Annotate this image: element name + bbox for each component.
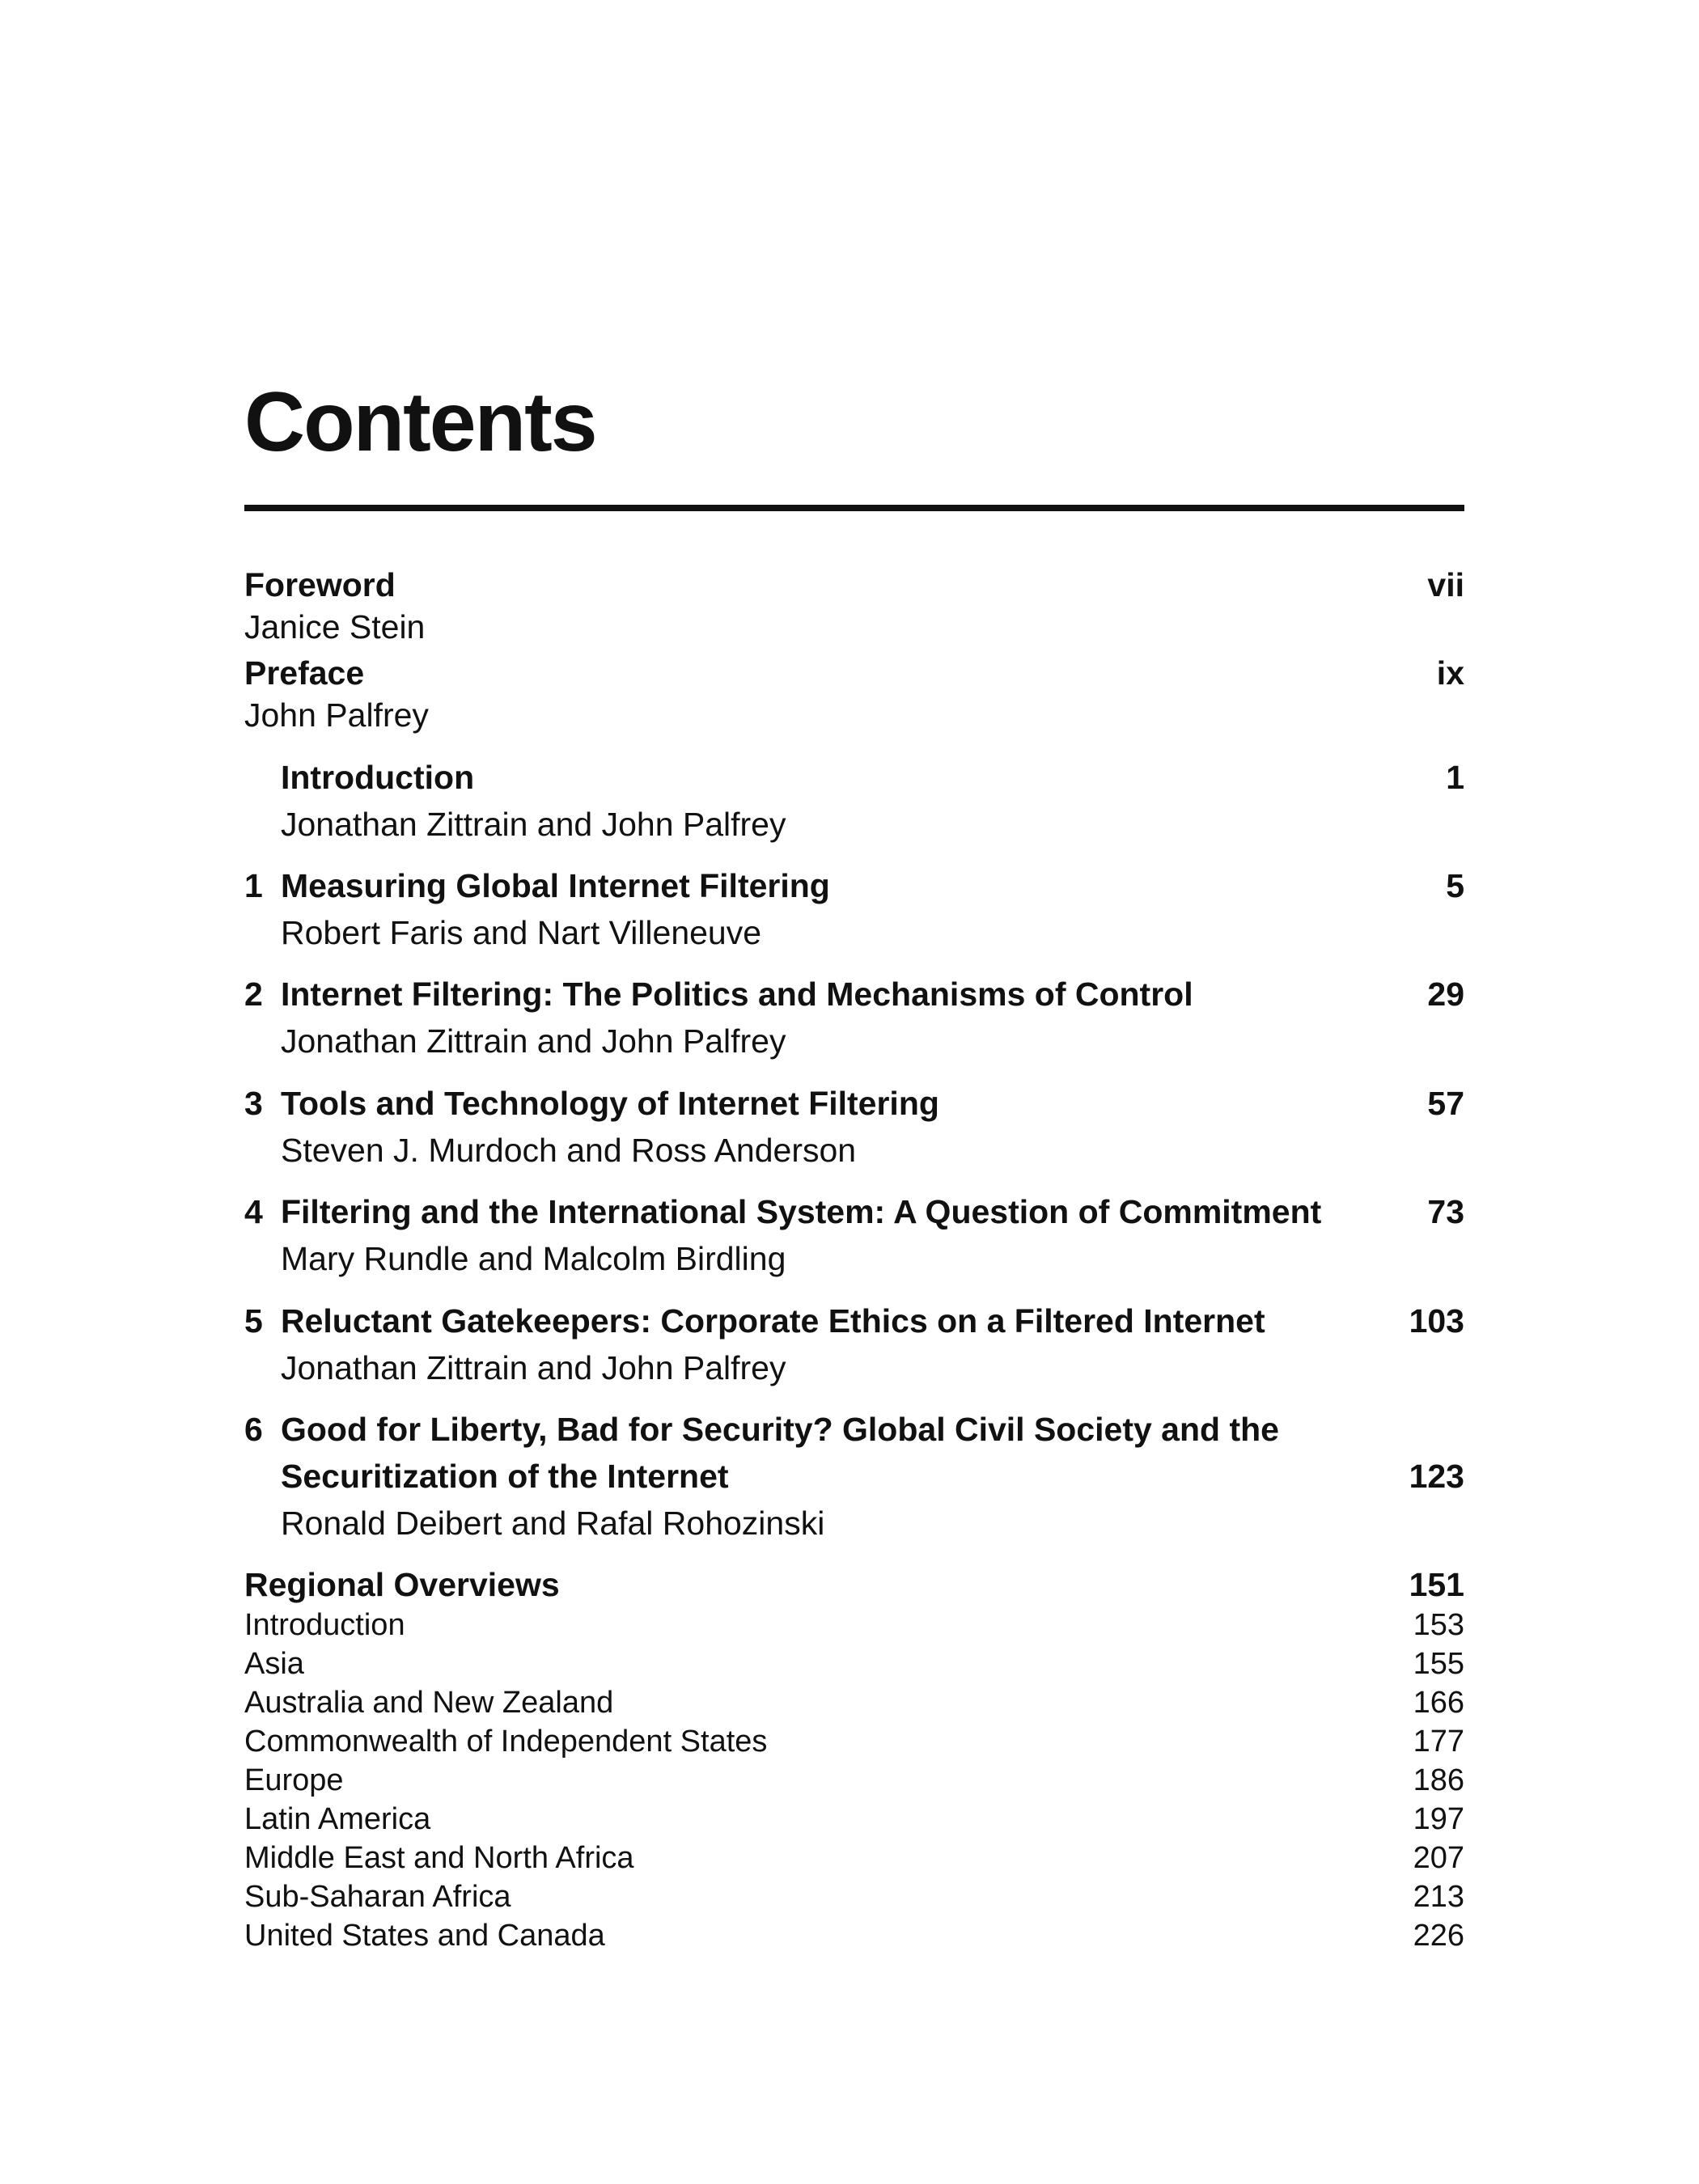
page-title: Contents [244, 375, 596, 469]
entry-page: 29 [1427, 976, 1464, 1013]
entry-author: John Palfrey [244, 696, 429, 734]
entry-page: vii [1427, 566, 1464, 603]
entry-page: 186 [1413, 1763, 1464, 1797]
entry-title: Reluctant Gatekeepers: Corporate Ethics on a Filtered Internet [281, 1302, 1265, 1340]
entry-author: Mary Rundle and Malcolm Birdling [281, 1240, 786, 1277]
entry-page: 177 [1413, 1725, 1464, 1759]
entry-author: Jonathan Zittrain and John Palfrey [281, 806, 786, 843]
entry-page: 73 [1427, 1193, 1464, 1230]
entry-title: Internet Filtering: The Politics and Mechanisms of Control [281, 976, 1193, 1013]
chapter-number: 5 [244, 1302, 263, 1340]
entry-title: Sub-Saharan Africa [244, 1880, 511, 1914]
entry-title: Measuring Global Internet Filtering [281, 867, 830, 904]
entry-page: 166 [1413, 1686, 1464, 1720]
entry-title: Introduction [281, 759, 475, 796]
entry-author: Ronald Deibert and Rafal Rohozinski [281, 1505, 825, 1542]
entry-author: Robert Faris and Nart Villeneuve [281, 914, 762, 951]
chapter-number: 3 [244, 1085, 263, 1122]
entry-author: Jonathan Zittrain and John Palfrey [281, 1022, 786, 1060]
entry-page: 57 [1427, 1085, 1464, 1122]
chapter-number: 1 [244, 867, 263, 904]
entry-title: Preface [244, 654, 365, 692]
entry-page: 151 [1409, 1566, 1464, 1603]
entry-page: 213 [1413, 1880, 1464, 1914]
entry-page: 153 [1413, 1608, 1464, 1642]
chapter-number: 2 [244, 976, 263, 1013]
entry-title: Tools and Technology of Internet Filtering [281, 1085, 939, 1122]
entry-page: 103 [1409, 1302, 1464, 1340]
entry-title-line-2: Securitization of the Internet [281, 1458, 729, 1495]
chapter-number: 4 [244, 1193, 263, 1230]
entry-page: 226 [1413, 1919, 1464, 1953]
entry-title: Filtering and the International System: A Question of Commitment [281, 1193, 1322, 1230]
entry-page: ix [1436, 654, 1464, 692]
entry-title: Australia and New Zealand [244, 1686, 614, 1720]
entry-title: Latin America [244, 1802, 431, 1836]
entry-page: 155 [1413, 1647, 1464, 1681]
entry-title: Commonwealth of Independent States [244, 1725, 768, 1759]
entry-title: Regional Overviews [244, 1566, 560, 1603]
entry-page: 197 [1413, 1802, 1464, 1836]
entry-title: Introduction [244, 1608, 405, 1642]
entry-title: Middle East and North Africa [244, 1841, 634, 1875]
entry-page: 5 [1446, 867, 1464, 904]
chapter-number: 6 [244, 1411, 263, 1448]
entry-author: Steven J. Murdoch and Ross Anderson [281, 1132, 857, 1169]
entry-title: Asia [244, 1647, 304, 1681]
entry-author: Janice Stein [244, 608, 426, 645]
title-rule [244, 505, 1464, 511]
entry-title-line-1: Good for Liberty, Bad for Security? Global Civil Society and the [281, 1411, 1279, 1448]
entry-page: 1 [1446, 759, 1464, 796]
entry-author: Jonathan Zittrain and John Palfrey [281, 1349, 786, 1386]
entry-title: Foreword [244, 566, 396, 603]
entry-title: Europe [244, 1763, 344, 1797]
entry-title: United States and Canada [244, 1919, 605, 1953]
entry-page: 207 [1413, 1841, 1464, 1875]
entry-page: 123 [1409, 1458, 1464, 1495]
